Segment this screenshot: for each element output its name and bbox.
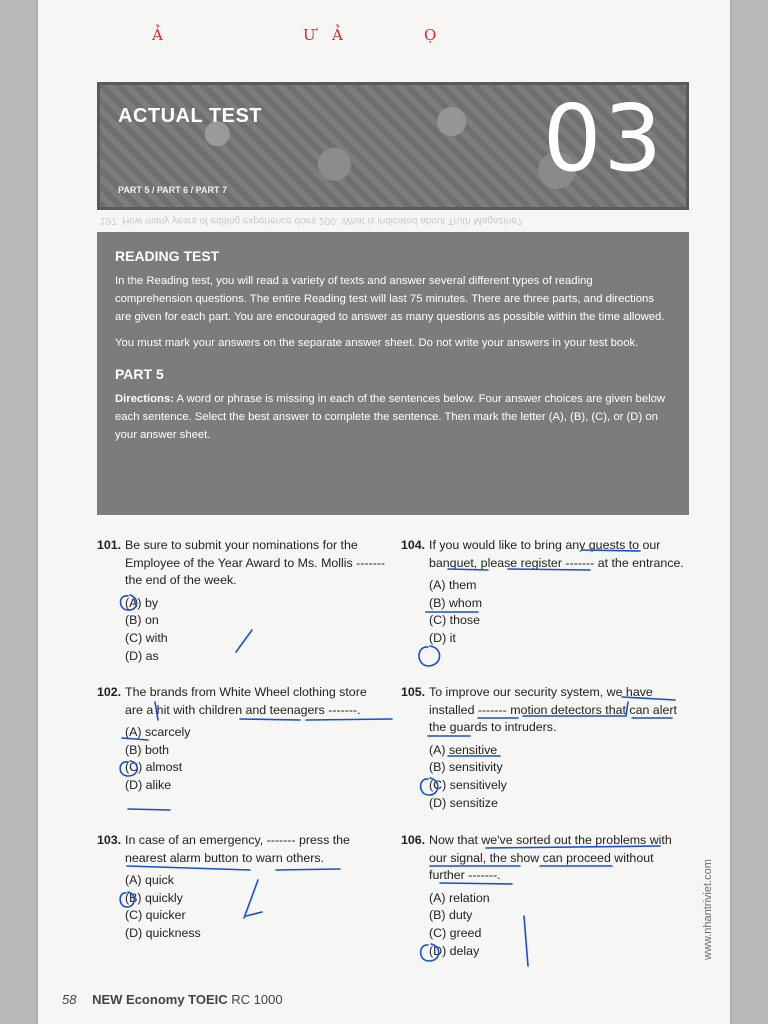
option-d: (D) as — [125, 648, 159, 663]
option-b: (B) both — [125, 742, 170, 757]
page-footer — [62, 992, 283, 1007]
option-b: (B) on — [125, 613, 159, 628]
option-a: (A) scarcely — [125, 725, 191, 739]
question-text: If you would like to bring any guests to our banquet, please register ------- at the entrance. — [429, 538, 684, 570]
book-title — [92, 992, 282, 1007]
question-number: 104. — [401, 538, 426, 552]
question-number: 101. — [97, 538, 122, 552]
part-heading: PART 5 — [115, 366, 164, 382]
watermark-char: Ả — [152, 26, 163, 44]
question-text: To improve our security system, we have installed ------- motion detectors that can alert the guards to intruders. — [429, 685, 677, 734]
question-number: 106. — [401, 833, 426, 847]
test-banner — [97, 82, 689, 210]
question-text: Be sure to submit your nominations for the Employee of the Year Award to Ms. Mollis ------- the end of the week. — [125, 538, 386, 587]
directions — [115, 390, 671, 444]
book-title-bold: NEW Economy TOEIC — [92, 992, 228, 1007]
option-c: (C) those — [429, 613, 480, 628]
option-c: (C) quicker — [125, 908, 186, 923]
watermark-char: Ả — [332, 26, 343, 44]
side-url: www.nhantriviet.com — [702, 859, 714, 960]
watermark — [0, 26, 768, 50]
question-105 — [401, 684, 691, 812]
option-d: (D) quickness — [125, 926, 201, 941]
option-b: (B) sensitivity — [429, 760, 503, 775]
option-a: (A) by — [125, 595, 159, 610]
book-title-rest: RC 1000 — [227, 992, 283, 1007]
question-text: The brands from White Wheel clothing store are a hit with children and teenagers -------. — [125, 685, 367, 717]
option-a: (A) sensitive — [429, 742, 498, 757]
option-d: (D) sensitize — [429, 795, 498, 810]
reading-heading: READING TEST — [115, 248, 220, 264]
option-d: (D) delay — [429, 943, 480, 958]
option-b: (B) duty — [429, 908, 473, 923]
question-number: 102. — [97, 685, 122, 699]
question-text: In case of an emergency, ------- press the nearest alarm button to warn others. — [125, 833, 350, 865]
bleed-through-text: 197. How many years of editing experience does 200. What is indicated about Truth Magazine? — [100, 215, 523, 226]
watermark-char: Ọ — [424, 26, 437, 44]
question-103 — [97, 832, 387, 943]
option-c: (C) greed — [429, 925, 482, 940]
question-101 — [97, 537, 387, 665]
question-number: 105. — [401, 685, 426, 699]
option-a: (A) quick — [125, 873, 174, 887]
question-106 — [401, 832, 691, 960]
page-number: 58 — [62, 992, 77, 1007]
option-c: (C) with — [125, 630, 168, 645]
reading-paragraph-1: In the Reading test, you will read a variety of texts and answer several different types of reading comprehension questions. The entire Reading test will last 75 minutes. There are three parts, and directions are given for each part. You are encouraged to answer as many questions as possible within the time allowed. — [115, 275, 665, 323]
option-a: (A) them — [429, 578, 477, 592]
banner-title: ACTUAL TEST — [118, 105, 263, 127]
question-text: Now that we've sorted out the problems with our signal, the show can proceed without further -------. — [429, 833, 672, 882]
reading-instructions — [97, 232, 689, 515]
question-104 — [401, 537, 691, 648]
question-102 — [97, 684, 387, 795]
banner-parts: PART 5 / PART 6 / PART 7 — [118, 185, 228, 195]
watermark-char: Ư — [303, 26, 316, 44]
question-number: 103. — [97, 833, 122, 847]
reading-paragraph-2: You must mark your answers on the separate answer sheet. Do not write your answers in your test book. — [115, 337, 639, 349]
banner-number: 03 — [542, 85, 664, 192]
directions-label: Directions: — [115, 393, 175, 405]
option-c: (C) sensitively — [429, 777, 507, 792]
option-b: (B) quickly — [125, 890, 183, 905]
option-c: (C) almost — [125, 760, 183, 775]
option-b: (B) whom — [429, 595, 483, 610]
directions-text: A word or phrase is missing in each of the sentences below. Four answer choices are given below each sentence. Select the best answer to complete the sentence. Then mark the letter (A), (B), (C), or (D) on your answer sheet. — [115, 393, 666, 441]
option-d: (D) alike — [125, 778, 172, 793]
option-a: (A) relation — [429, 890, 490, 905]
option-d: (D) it — [429, 631, 456, 646]
